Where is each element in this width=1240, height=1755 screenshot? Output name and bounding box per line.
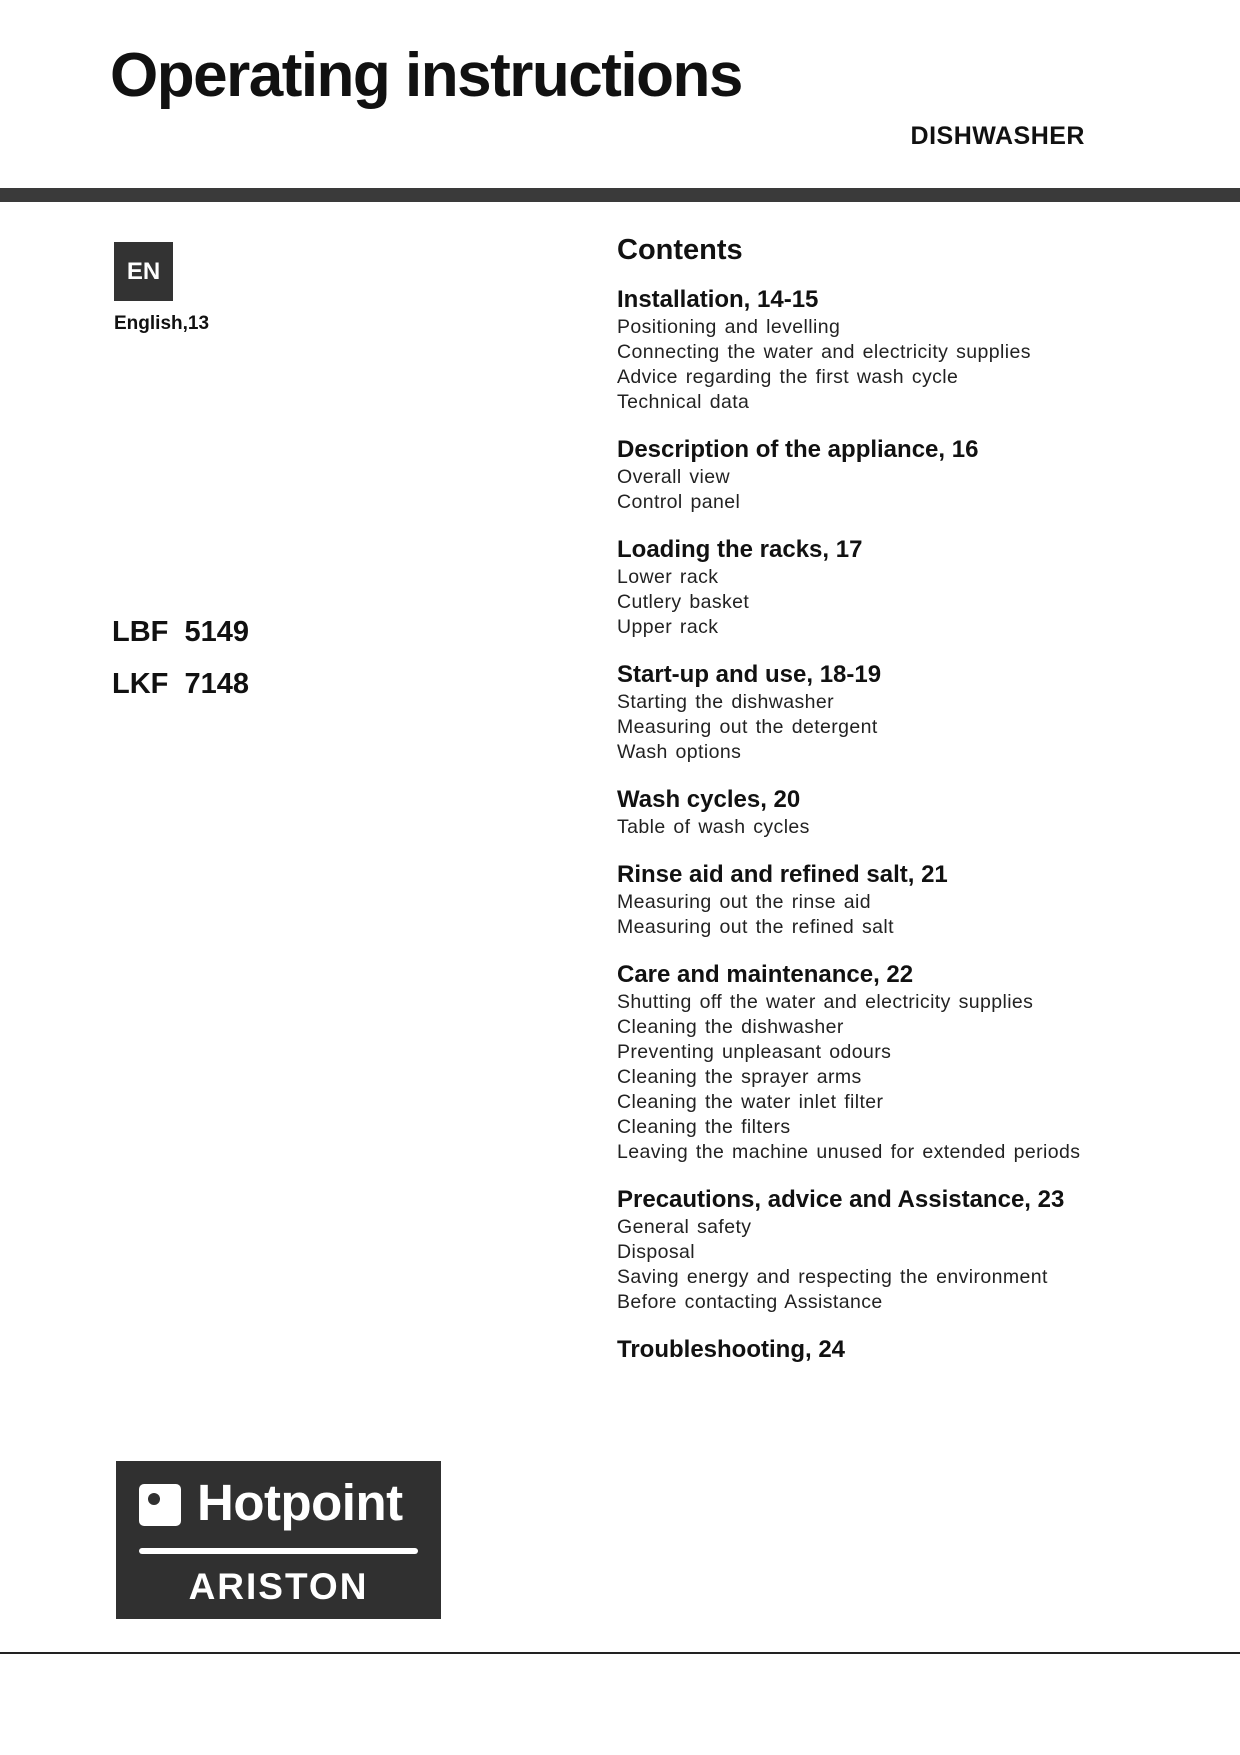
section-item: Cleaning the dishwasher xyxy=(617,1016,844,1038)
contents-section xyxy=(617,960,1217,1165)
section-item: Shutting off the water and electricity supplies xyxy=(617,991,1034,1013)
section-heading: Rinse aid and refined salt, 21 xyxy=(617,861,948,888)
logo-dot-icon xyxy=(148,1493,160,1505)
section-item: Table of wash cycles xyxy=(617,816,810,838)
section-heading: Description of the appliance, 16 xyxy=(617,436,979,463)
section-item: Control panel xyxy=(617,491,741,513)
logo-brand-text: Hotpoint xyxy=(197,1474,403,1531)
contents-section xyxy=(617,1335,1217,1365)
logo-divider xyxy=(139,1548,418,1554)
model-number: LKF 7148 xyxy=(112,668,249,700)
document-type: DISHWASHER xyxy=(910,122,1085,150)
model-number: LBF 5149 xyxy=(112,616,249,648)
contents-section xyxy=(617,285,1217,415)
section-item: Measuring out the rinse aid xyxy=(617,891,872,913)
section-item: Saving energy and respecting the environment xyxy=(617,1266,1048,1288)
section-heading: Installation, 14-15 xyxy=(617,286,819,313)
contents-section xyxy=(617,535,1217,640)
section-item: Connecting the water and electricity supplies xyxy=(617,341,1031,363)
logo-square-icon xyxy=(139,1484,181,1526)
logo-sub-brand-text: ARISTON xyxy=(188,1566,369,1607)
section-heading: Wash cycles, 20 xyxy=(617,786,801,813)
section-item: Starting the dishwasher xyxy=(617,691,834,713)
contents-section xyxy=(617,785,1217,840)
contents-sections xyxy=(617,285,1217,1365)
section-item: Disposal xyxy=(617,1241,695,1263)
contents-title: Contents xyxy=(617,234,743,266)
brand-logo xyxy=(116,1461,441,1619)
section-item: Leaving the machine unused for extended periods xyxy=(617,1141,1081,1163)
section-item: Technical data xyxy=(617,391,750,413)
section-item: General safety xyxy=(617,1216,752,1238)
section-item: Positioning and levelling xyxy=(617,316,841,338)
section-heading: Care and maintenance, 22 xyxy=(617,961,914,988)
section-item: Preventing unpleasant odours xyxy=(617,1041,892,1063)
section-item: Before contacting Assistance xyxy=(617,1291,883,1313)
section-item: Cutlery basket xyxy=(617,591,750,613)
section-item: Measuring out the detergent xyxy=(617,716,878,738)
section-item: Upper rack xyxy=(617,616,719,638)
page-title: Operating instructions xyxy=(110,41,742,110)
contents-section xyxy=(617,860,1217,940)
contents-section xyxy=(617,1185,1217,1315)
section-item: Wash options xyxy=(617,741,742,763)
section-heading: Start-up and use, 18-19 xyxy=(617,661,882,688)
contents-section xyxy=(617,435,1217,515)
language-badge: EN xyxy=(114,242,173,301)
top-divider xyxy=(0,188,1240,202)
contents-section xyxy=(617,660,1217,765)
section-item: Cleaning the filters xyxy=(617,1116,791,1138)
language-reference: English,13 xyxy=(114,313,210,334)
section-heading: Precautions, advice and Assistance, 23 xyxy=(617,1186,1065,1213)
bottom-divider xyxy=(0,1652,1240,1654)
section-item: Cleaning the water inlet filter xyxy=(617,1091,884,1113)
table-of-contents xyxy=(617,234,1217,1385)
section-heading: Troubleshooting, 24 xyxy=(617,1336,846,1363)
section-item: Advice regarding the first wash cycle xyxy=(617,366,959,388)
section-item: Measuring out the refined salt xyxy=(617,916,894,938)
section-item: Lower rack xyxy=(617,566,719,588)
section-item: Overall view xyxy=(617,466,730,488)
section-item: Cleaning the sprayer arms xyxy=(617,1066,862,1088)
section-heading: Loading the racks, 17 xyxy=(617,536,863,563)
